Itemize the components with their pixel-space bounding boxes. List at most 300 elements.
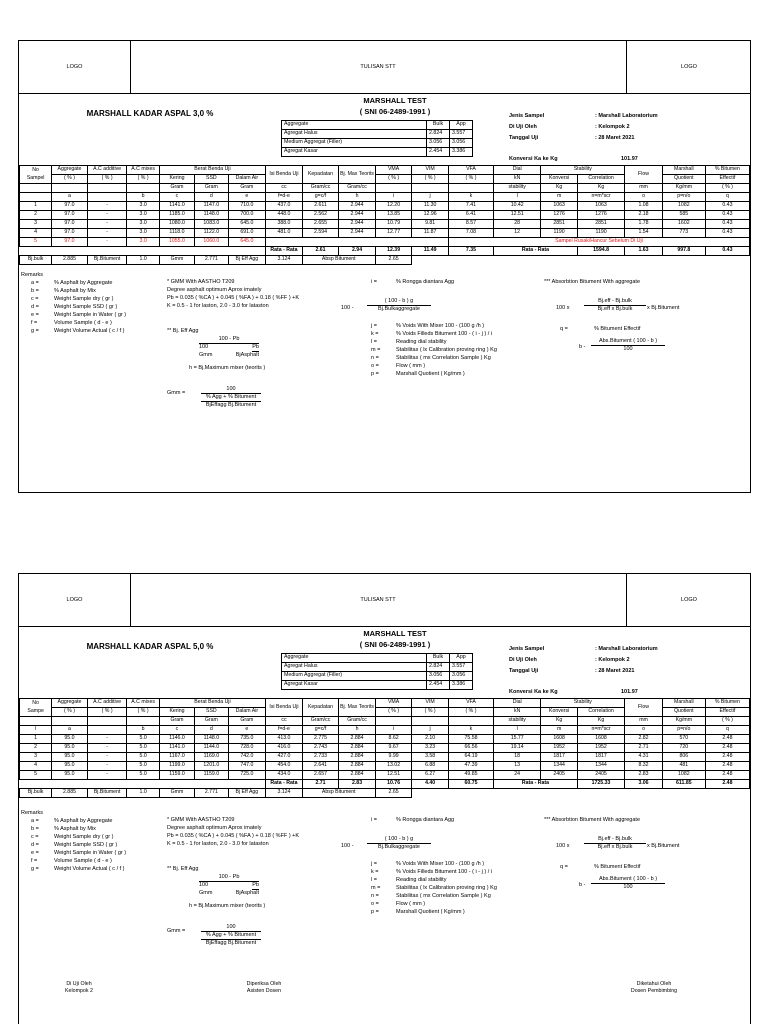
table-cell: 9.81 bbox=[412, 220, 449, 229]
gmm-note-1: * GMM With AASTHO T209 bbox=[167, 279, 235, 285]
table-row bbox=[20, 238, 750, 247]
table-cell: 2.48 bbox=[705, 771, 749, 780]
signature-role: Di Uji Oleh bbox=[66, 981, 92, 987]
q-pre: b - bbox=[579, 344, 586, 350]
hdr3-vma bbox=[375, 184, 412, 193]
table-cell: 2.48 bbox=[705, 744, 749, 753]
table-cell: 720 bbox=[662, 744, 705, 753]
hdr-berat: Berat Benda Uji bbox=[159, 166, 265, 175]
sheet-title: MARSHALL KADAR ASPAL 3,0 % bbox=[86, 109, 214, 118]
i-pre: 100 - bbox=[341, 843, 354, 849]
table-cell: 5.0 bbox=[127, 744, 159, 753]
table-cell: 9.99 bbox=[375, 753, 412, 762]
table-cell: 1.54 bbox=[625, 229, 663, 238]
table-cell: 97.0 bbox=[52, 229, 87, 238]
table-cell: - bbox=[87, 753, 127, 762]
table-cell: 9.67 bbox=[375, 744, 412, 753]
table-cell: 728.0 bbox=[228, 744, 266, 753]
hdr-kepadatan: Kepadatan bbox=[302, 699, 339, 717]
marshall-test-line2: ( SNI 06-2489-1991 ) bbox=[359, 107, 431, 116]
remark-key: f = bbox=[31, 858, 38, 864]
formula-definition: % Voids Filleds Bitument 100 - ( i - j ) / i bbox=[396, 331, 492, 337]
bjbit-value: 1.0 bbox=[127, 789, 159, 798]
gmm-den1: % Agg + % Bitument bbox=[201, 393, 261, 401]
hdr2-vma: ( % ) bbox=[375, 175, 412, 184]
hdr-vma: VMA bbox=[375, 166, 412, 175]
hdr2-mixes: ( % ) bbox=[127, 175, 159, 184]
table-cell: 2.655 bbox=[302, 220, 339, 229]
q-formula bbox=[591, 338, 665, 353]
hdr-vma: VMA bbox=[375, 699, 412, 708]
i-label: i = bbox=[371, 817, 377, 823]
hdr-dial: Dial bbox=[494, 699, 541, 708]
hdr2-vma: ( % ) bbox=[375, 708, 412, 717]
signature-name: Kelompok 2 bbox=[65, 988, 93, 994]
table-cell: 1199.0 bbox=[159, 762, 194, 771]
remark-value: Volume Sample ( d - e ) bbox=[54, 320, 112, 326]
remark-value: Weight Sample SSD ( gr ) bbox=[54, 304, 118, 310]
gravity-table bbox=[281, 653, 473, 690]
table-cell: 2 bbox=[20, 744, 52, 753]
formula-definition: Marshall Quotient ( Kg/mm ) bbox=[396, 371, 465, 377]
table-cell: 13.02 bbox=[375, 762, 412, 771]
hdr-bitumen: % Bitumen bbox=[705, 166, 749, 175]
hdr3-isi: cc bbox=[266, 717, 303, 726]
diuji-value: : Kelompok 2 bbox=[595, 657, 630, 663]
table-cell: 4 bbox=[20, 762, 52, 771]
q-den: 100 bbox=[591, 883, 665, 891]
remark-value: % Asphalt by Mix bbox=[54, 288, 96, 294]
table-cell: 12.20 bbox=[375, 202, 412, 211]
hdr2-additive: ( % ) bbox=[87, 175, 127, 184]
gravity-col-app: App bbox=[450, 654, 473, 663]
konversi-value: 101.97 bbox=[621, 689, 638, 695]
table-cell: 10.79 bbox=[375, 220, 412, 229]
avg-blank bbox=[20, 247, 266, 256]
table-cell: 49.85 bbox=[448, 771, 493, 780]
table-cell: 1122.0 bbox=[195, 229, 228, 238]
jenis-sampel-label: Jenis Sampel bbox=[509, 113, 545, 119]
i-definition: % Rongga diantara Agg bbox=[396, 817, 455, 823]
bj-eff-den-left: 100 bbox=[199, 344, 209, 350]
table-cell: 1080.0 bbox=[159, 220, 194, 229]
hdr3-correlation: Kg bbox=[577, 717, 624, 726]
hdr3-vim bbox=[412, 184, 449, 193]
data-rows bbox=[20, 202, 750, 247]
table-row bbox=[20, 771, 750, 780]
remark-key: c = bbox=[31, 296, 39, 302]
hdr-bjmax: Bj. Max Teorits bbox=[339, 699, 376, 717]
gravity-bulk: 2.824 bbox=[427, 130, 450, 139]
hdr4-correlation: n=m*scr bbox=[577, 726, 624, 735]
gravity-label: Agregat Halus bbox=[282, 130, 427, 139]
table-cell: 1608 bbox=[577, 735, 624, 744]
hdr2-additive: ( % ) bbox=[87, 708, 127, 717]
hdr-no bbox=[20, 166, 52, 184]
table-cell: 2.884 bbox=[339, 744, 376, 753]
hdr-vim: VIM bbox=[412, 166, 449, 175]
table-cell: 2.641 bbox=[302, 762, 339, 771]
table-cell: 725.0 bbox=[228, 771, 266, 780]
hdr2-bitumen: Effectif bbox=[705, 175, 749, 184]
marshall-test-line1: MARSHALL TEST bbox=[363, 629, 427, 638]
gravity-bulk: 3.056 bbox=[427, 672, 450, 681]
gmm-eq-label: Gmm = bbox=[167, 928, 186, 934]
hdr3-air: Gram bbox=[228, 717, 266, 726]
jenis-sampel-value: : Marshall Laboratorium bbox=[595, 646, 658, 652]
table-cell: 742.0 bbox=[228, 753, 266, 762]
formula-definition: Stabilitas ( lx Calibration proving ring ) Kg bbox=[396, 885, 497, 891]
table-cell: 12.51 bbox=[494, 211, 541, 220]
bj-eff-formula bbox=[199, 336, 259, 359]
remark-key: a = bbox=[31, 818, 39, 824]
i-label: i = bbox=[371, 279, 377, 285]
hdr3-ssd: Gram bbox=[195, 184, 228, 193]
table-row bbox=[20, 229, 750, 238]
table-cell: 1608 bbox=[541, 735, 578, 744]
table-cell: 7.41 bbox=[448, 202, 493, 211]
table-cell: 18 bbox=[494, 753, 541, 762]
table-cell: 2.944 bbox=[339, 211, 376, 220]
q-formula bbox=[591, 876, 665, 891]
i-formula bbox=[367, 836, 431, 851]
table-cell: 64.19 bbox=[448, 753, 493, 762]
table-cell: 2.18 bbox=[625, 211, 663, 220]
remark-key: b = bbox=[31, 288, 39, 294]
hdr3-aggregate bbox=[52, 184, 87, 193]
damaged-sample-note: Sampel Rusak/Hancur Sebelum Di Uji bbox=[448, 238, 749, 247]
hdr4-vma: i bbox=[375, 726, 412, 735]
table-cell: 2405 bbox=[577, 771, 624, 780]
hdr3-flow: mm bbox=[625, 184, 663, 193]
hdr4-additive bbox=[87, 193, 127, 202]
hdr-additive: A.C additive bbox=[87, 166, 127, 175]
table-cell: 481.0 bbox=[266, 229, 303, 238]
gravity-label: Medium Aggregat (Filler) bbox=[282, 672, 427, 681]
absp-value: 2.65 bbox=[375, 789, 412, 798]
i-den: Bj.Bulkaggregate bbox=[367, 305, 431, 313]
i-num: ( 100 - b ) g bbox=[384, 298, 414, 304]
table-cell: 1147.0 bbox=[195, 202, 228, 211]
hdr4-aggregate: a bbox=[52, 726, 87, 735]
hdr2-air: Dalam Air bbox=[228, 708, 266, 717]
formula-key: o = bbox=[371, 363, 379, 369]
marshall-table bbox=[19, 698, 750, 798]
gravity-app: 3.386 bbox=[450, 148, 473, 157]
table-cell: 2.884 bbox=[339, 753, 376, 762]
gravity-col-app: App bbox=[450, 121, 473, 130]
table-cell: 2.775 bbox=[302, 735, 339, 744]
abs-formula bbox=[584, 298, 646, 313]
hdr2-mixes: ( % ) bbox=[127, 708, 159, 717]
table-cell: 0.43 bbox=[705, 229, 749, 238]
table-cell: 12.96 bbox=[412, 211, 449, 220]
avg-bitumen: 0.43 bbox=[705, 247, 749, 256]
hdr4-kepadatan: g=c/f bbox=[302, 193, 339, 202]
hdr2-air: Dalam Air bbox=[228, 175, 266, 184]
table-cell: 15.77 bbox=[494, 735, 541, 744]
table-cell: 6.88 bbox=[412, 762, 449, 771]
hdr3-ssd: Gram bbox=[195, 717, 228, 726]
hdr3-vim bbox=[412, 717, 449, 726]
gravity-label: Agregat Kasar bbox=[282, 148, 427, 157]
table-cell: 645.0 bbox=[228, 220, 266, 229]
table-cell: 3.0 bbox=[127, 202, 159, 211]
table-cell: 1952 bbox=[541, 744, 578, 753]
hdr4-isi: f=d-e bbox=[266, 193, 303, 202]
sheet-header bbox=[19, 574, 750, 627]
hdr4-bjmax: h bbox=[339, 726, 376, 735]
table-cell: 95.0 bbox=[52, 762, 87, 771]
table-cell: 28 bbox=[494, 220, 541, 229]
summary-row bbox=[20, 256, 750, 265]
gravity-bulk: 2.454 bbox=[427, 148, 450, 157]
hdr-marshall: Marshall bbox=[662, 166, 705, 175]
table-cell: 1141.0 bbox=[159, 744, 194, 753]
bj-eff-label: ** Bj. Eff Agg bbox=[167, 328, 199, 334]
marshall-test-heading bbox=[281, 628, 509, 650]
table-cell: 1185.0 bbox=[159, 211, 194, 220]
formula-definition: Reading dial stability bbox=[396, 339, 447, 345]
hdr4-flow: o bbox=[625, 726, 663, 735]
gmm-label: Gmm bbox=[159, 256, 194, 265]
table-cell: 1148.0 bbox=[195, 211, 228, 220]
bj-eff-den-pb: Pb bbox=[252, 344, 259, 350]
table-cell: 2851 bbox=[541, 220, 578, 229]
absp-label: Absp Bitument bbox=[302, 256, 375, 265]
bjeff-label: Bj Eff Agg bbox=[228, 789, 266, 798]
table-cell: 1190 bbox=[577, 229, 624, 238]
hdr2-kering: Kering bbox=[159, 708, 194, 717]
q-pre: b - bbox=[579, 882, 586, 888]
header-title: TULISAN STT bbox=[360, 597, 396, 603]
table-cell: 97.0 bbox=[52, 202, 87, 211]
table-cell: 388.0 bbox=[266, 220, 303, 229]
hdr3-no bbox=[20, 184, 52, 193]
gmm-label: Gmm bbox=[159, 789, 194, 798]
table-cell: 2405 bbox=[541, 771, 578, 780]
hdr3-dial: stability bbox=[494, 184, 541, 193]
remark-key: a = bbox=[31, 280, 39, 286]
table-cell: 8.32 bbox=[625, 762, 663, 771]
hdr-mixes: A.C mixes bbox=[127, 166, 159, 175]
formula-key: n = bbox=[371, 355, 379, 361]
bjeff-value: 3.124 bbox=[266, 256, 303, 265]
table-cell: 12.77 bbox=[375, 229, 412, 238]
hdr2-correlation: Correlation bbox=[577, 708, 624, 717]
hdr4-flow: o bbox=[625, 193, 663, 202]
table-cell: 95.0 bbox=[52, 771, 87, 780]
formula-definition: Stabilitas ( lx Calibration proving ring ) Kg bbox=[396, 347, 497, 353]
average-row bbox=[20, 247, 750, 256]
table-cell: 2.944 bbox=[339, 229, 376, 238]
gmm-den1: % Agg + % Bitument bbox=[201, 931, 261, 939]
table-cell: 1817 bbox=[541, 753, 578, 762]
hdr2-vim: ( % ) bbox=[412, 708, 449, 717]
table-cell: 2.733 bbox=[302, 753, 339, 762]
hdr4-bjmax: h bbox=[339, 193, 376, 202]
formula-definition: % Voids With Mixer 100 - (100 g /h ) bbox=[396, 323, 485, 329]
table-cell: 3.58 bbox=[412, 753, 449, 762]
avg-label2: Rata - Rata bbox=[494, 780, 578, 789]
table-cell: 1190 bbox=[541, 229, 578, 238]
bj-eff-den-gmm: Gmm bbox=[199, 352, 213, 358]
table-cell: 2.71 bbox=[625, 744, 663, 753]
hdr3-flow: mm bbox=[625, 717, 663, 726]
table-cell: - bbox=[87, 771, 127, 780]
avg-flow: 3.06 bbox=[625, 780, 663, 789]
remark-key: d = bbox=[31, 842, 39, 848]
gmm-formula bbox=[201, 924, 261, 947]
table-cell: 1118.0 bbox=[159, 229, 194, 238]
signature-name: Asisten Dosen bbox=[246, 988, 282, 994]
table-cell: 1276 bbox=[577, 211, 624, 220]
hdr2-marshall: Quotient bbox=[662, 708, 705, 717]
hdr4-ssd: d bbox=[195, 726, 228, 735]
hdr2-ssd: SSD bbox=[195, 175, 228, 184]
table-cell: 2.884 bbox=[339, 771, 376, 780]
avg-marshall: 611.85 bbox=[662, 780, 705, 789]
hdr-stability: Stability bbox=[541, 699, 625, 708]
bjbit-value: 1.0 bbox=[127, 256, 159, 265]
table-cell: 5 bbox=[20, 238, 52, 247]
hdr-no-l2: Sampel bbox=[26, 174, 45, 181]
table-row bbox=[20, 211, 750, 220]
abs-den: Bj.eff x Bj.bulk bbox=[584, 305, 646, 313]
table-row bbox=[20, 744, 750, 753]
hdr-no-l1: No bbox=[32, 167, 39, 174]
hdr4-no: l bbox=[20, 726, 52, 735]
table-cell: 0.43 bbox=[705, 220, 749, 229]
table-cell: 2.48 bbox=[705, 735, 749, 744]
table-cell: 806 bbox=[662, 753, 705, 762]
formula-definition: Stabilitas ( mx Correlation Sample ) Kg bbox=[396, 893, 491, 899]
hdr4-kering: c bbox=[159, 193, 194, 202]
avg-vim: 11.49 bbox=[412, 247, 449, 256]
table-cell: 95.0 bbox=[52, 753, 87, 762]
sheet-header bbox=[19, 41, 750, 94]
remark-value: Weight Sample SSD ( gr ) bbox=[54, 842, 118, 848]
hdr2-dial: kN bbox=[494, 175, 541, 184]
gmm-note-3: Pb = 0.035 ( %CA ) + 0.045 ( %FA ) + 0.18 ( %FF ) +K bbox=[167, 833, 300, 839]
bjeff-label: Bj Eff Agg bbox=[228, 256, 266, 265]
table-cell: 24 bbox=[494, 771, 541, 780]
table-cell: 19.14 bbox=[494, 744, 541, 753]
formula-key: o = bbox=[371, 901, 379, 907]
gravity-col-bulk: Bulk bbox=[427, 121, 450, 130]
formula-key: l = bbox=[371, 339, 377, 345]
hdr-aggregate: Aggregate bbox=[52, 166, 87, 175]
signature-block bbox=[609, 981, 699, 995]
table-cell: 12 bbox=[494, 229, 541, 238]
table-cell: 1141.0 bbox=[159, 202, 194, 211]
table-cell: 3.0 bbox=[127, 211, 159, 220]
hdr3-vfa bbox=[448, 184, 493, 193]
table-cell: 2.594 bbox=[302, 229, 339, 238]
jenis-sampel-value: : Marshall Laboratorium bbox=[595, 113, 658, 119]
remark-value: Weight Volume Actual ( c / f ) bbox=[54, 866, 125, 872]
table-row bbox=[20, 753, 750, 762]
abs-formula bbox=[584, 836, 646, 851]
gravity-table bbox=[281, 120, 473, 157]
abs-pre: 100 x bbox=[556, 843, 570, 849]
hdr4-mixes: b bbox=[127, 726, 159, 735]
avg-bitumen: 2.48 bbox=[705, 780, 749, 789]
bjeff-value: 3.124 bbox=[266, 789, 303, 798]
gmm-note-2: Degree asphalt optimum Aprox imately bbox=[167, 287, 262, 293]
formula-definition: Reading dial stability bbox=[396, 877, 447, 883]
signature-role: Diperiksa Oleh bbox=[246, 981, 282, 987]
table-cell: 1.08 bbox=[625, 202, 663, 211]
summary-blank bbox=[412, 256, 750, 265]
avg-vfa: 60.75 bbox=[448, 780, 493, 789]
gmm-den2: BjEffagg Bj.Bitument bbox=[201, 401, 261, 409]
hdr4-additive bbox=[87, 726, 127, 735]
q-num: Abs.Bitument ( 100 - b ) bbox=[598, 876, 658, 882]
diuji-label: Di Uji Oleh bbox=[509, 657, 537, 663]
formula-definition: Stabilitas ( mx Correlation Sample ) Kg bbox=[396, 355, 491, 361]
table-cell: 1602 bbox=[662, 220, 705, 229]
absorption-title: *** Absorbtion Bitument With aggregate bbox=[544, 279, 641, 285]
table-cell: 4.31 bbox=[625, 753, 663, 762]
table-cell: - bbox=[87, 735, 127, 744]
hdr3-mixes bbox=[127, 184, 159, 193]
bjbulk-label: Bj.bulk bbox=[20, 256, 52, 265]
hdr3-bjmax: Gram/cc bbox=[339, 717, 376, 726]
summary-row bbox=[20, 789, 750, 798]
q-definition: % Bitument Effectif bbox=[594, 864, 641, 870]
table-cell: 3.0 bbox=[127, 229, 159, 238]
table-cell: 5 bbox=[20, 771, 52, 780]
gmm-num: 100 bbox=[226, 386, 236, 392]
summary-blank bbox=[412, 789, 750, 798]
table-cell: 570 bbox=[662, 735, 705, 744]
table-cell: 2.82 bbox=[625, 735, 663, 744]
q-den: 100 bbox=[591, 345, 665, 353]
formula-key: p = bbox=[371, 909, 379, 915]
formula-key: n = bbox=[371, 893, 379, 899]
table-cell: 3 bbox=[20, 753, 52, 762]
remark-key: c = bbox=[31, 834, 39, 840]
sheet-title: MARSHALL KADAR ASPAL 5,0 % bbox=[86, 642, 214, 651]
table-cell: 1 bbox=[20, 735, 52, 744]
table-cell: 5.0 bbox=[127, 753, 159, 762]
avg-vfa: 7.35 bbox=[448, 247, 493, 256]
table-cell: 1148.0 bbox=[195, 735, 228, 744]
table-cell: - bbox=[87, 744, 127, 753]
hdr3-dial: stability bbox=[494, 717, 541, 726]
table-cell: 97.0 bbox=[52, 238, 87, 247]
q-label: q = bbox=[560, 864, 568, 870]
remark-value: Weight Sample in Water ( gr ) bbox=[54, 312, 127, 318]
table-cell: 1159.0 bbox=[195, 771, 228, 780]
table-cell: 47.39 bbox=[448, 762, 493, 771]
table-cell: 66.56 bbox=[448, 744, 493, 753]
hdr3-kering: Gram bbox=[159, 717, 194, 726]
hdr-aggregate: Aggregate bbox=[52, 699, 87, 708]
remarks-title: Remarks bbox=[21, 810, 44, 816]
bj-eff-den-pb: Pb bbox=[252, 882, 259, 888]
table-cell: 1082 bbox=[662, 771, 705, 780]
hdr3-bjmax: Gram/cc bbox=[339, 184, 376, 193]
bjbulk-value: 2.885 bbox=[52, 256, 87, 265]
avg-kepadatan: 2.61 bbox=[302, 247, 339, 256]
table-cell: 1063 bbox=[541, 202, 578, 211]
table-cell: 1063 bbox=[577, 202, 624, 211]
hdr4-dial: l bbox=[494, 193, 541, 202]
hdr4-vim: j bbox=[412, 726, 449, 735]
hdr2-vfa: ( % ) bbox=[448, 175, 493, 184]
